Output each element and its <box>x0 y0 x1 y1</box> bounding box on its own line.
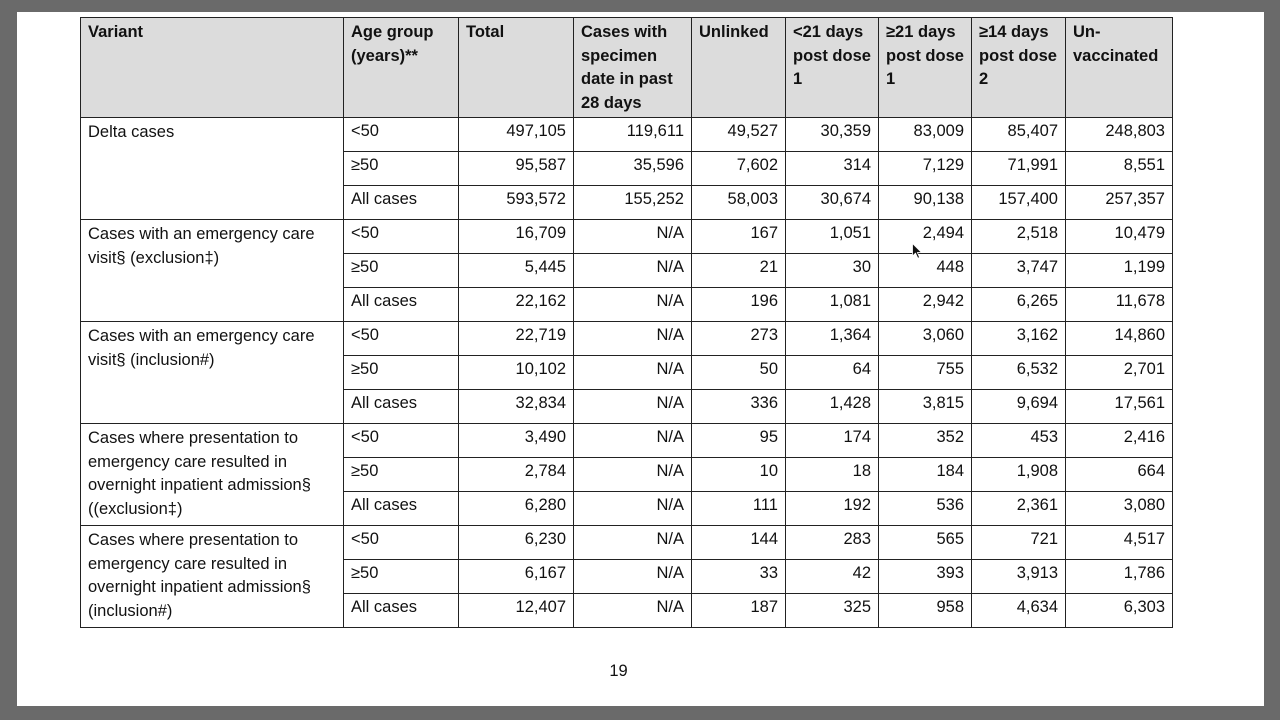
value-cell: 1,199 <box>1066 254 1173 288</box>
age-group-cell: ≥50 <box>344 152 459 186</box>
value-cell: N/A <box>574 356 692 390</box>
value-cell: 448 <box>879 254 972 288</box>
value-cell: 4,634 <box>972 594 1066 628</box>
value-cell: 3,060 <box>879 322 972 356</box>
value-cell: 6,280 <box>459 492 574 526</box>
header-age-group: Age group (years)** <box>344 18 459 118</box>
value-cell: 497,105 <box>459 118 574 152</box>
value-cell: 3,913 <box>972 560 1066 594</box>
page-number: 19 <box>609 662 628 680</box>
value-cell: 393 <box>879 560 972 594</box>
value-cell: 257,357 <box>1066 186 1173 220</box>
value-cell: N/A <box>574 424 692 458</box>
value-cell: 2,701 <box>1066 356 1173 390</box>
value-cell: 2,494 <box>879 220 972 254</box>
value-cell: 16,709 <box>459 220 574 254</box>
age-group-cell: ≥50 <box>344 560 459 594</box>
value-cell: 1,428 <box>786 390 879 424</box>
age-group-cell: All cases <box>344 594 459 628</box>
value-cell: 10,479 <box>1066 220 1173 254</box>
variant-cell: Cases with an emergency care visit§ (inclusion#) <box>81 322 344 424</box>
value-cell: 22,719 <box>459 322 574 356</box>
value-cell: 7,129 <box>879 152 972 186</box>
value-cell: 58,003 <box>692 186 786 220</box>
value-cell: 155,252 <box>574 186 692 220</box>
age-group-cell: All cases <box>344 186 459 220</box>
table-header-row <box>81 18 1173 118</box>
value-cell: 30,359 <box>786 118 879 152</box>
value-cell: 336 <box>692 390 786 424</box>
value-cell: 1,081 <box>786 288 879 322</box>
value-cell: 6,167 <box>459 560 574 594</box>
value-cell: 2,361 <box>972 492 1066 526</box>
value-cell: 17,561 <box>1066 390 1173 424</box>
table-row <box>81 220 1173 254</box>
value-cell: 2,942 <box>879 288 972 322</box>
value-cell: 95,587 <box>459 152 574 186</box>
value-cell: 6,265 <box>972 288 1066 322</box>
document-page <box>17 12 1264 706</box>
age-group-cell: ≥50 <box>344 458 459 492</box>
value-cell: 721 <box>972 526 1066 560</box>
header-unvaccinated: Un-vaccinated <box>1066 18 1173 118</box>
value-cell: 184 <box>879 458 972 492</box>
value-cell: 314 <box>786 152 879 186</box>
value-cell: 49,527 <box>692 118 786 152</box>
value-cell: 755 <box>879 356 972 390</box>
value-cell: 85,407 <box>972 118 1066 152</box>
age-group-cell: ≥50 <box>344 254 459 288</box>
value-cell: 3,162 <box>972 322 1066 356</box>
table-body <box>81 118 1173 628</box>
value-cell: N/A <box>574 390 692 424</box>
value-cell: 64 <box>786 356 879 390</box>
value-cell: 119,611 <box>574 118 692 152</box>
value-cell: 352 <box>879 424 972 458</box>
value-cell: N/A <box>574 458 692 492</box>
value-cell: 187 <box>692 594 786 628</box>
value-cell: N/A <box>574 254 692 288</box>
value-cell: 958 <box>879 594 972 628</box>
value-cell: 1,908 <box>972 458 1066 492</box>
value-cell: N/A <box>574 594 692 628</box>
variant-cell: Cases where presentation to emergency care resulted in overnight inpatient admission§ ((exclusion‡) <box>81 424 344 526</box>
value-cell: 8,551 <box>1066 152 1173 186</box>
table-row <box>81 322 1173 356</box>
value-cell: 248,803 <box>1066 118 1173 152</box>
value-cell: 593,572 <box>459 186 574 220</box>
table-row <box>81 118 1173 152</box>
value-cell: 12,407 <box>459 594 574 628</box>
value-cell: 14,860 <box>1066 322 1173 356</box>
value-cell: 192 <box>786 492 879 526</box>
age-group-cell: <50 <box>344 424 459 458</box>
header-unlinked: Unlinked <box>692 18 786 118</box>
header-ge21-days-dose1: ≥21 days post dose 1 <box>879 18 972 118</box>
value-cell: 90,138 <box>879 186 972 220</box>
value-cell: 157,400 <box>972 186 1066 220</box>
value-cell: 5,445 <box>459 254 574 288</box>
value-cell: 664 <box>1066 458 1173 492</box>
value-cell: 10,102 <box>459 356 574 390</box>
value-cell: 30,674 <box>786 186 879 220</box>
vaccination-cases-table <box>80 17 1173 628</box>
header-variant: Variant <box>81 18 344 118</box>
table-row <box>81 424 1173 458</box>
age-group-cell: <50 <box>344 526 459 560</box>
age-group-cell: <50 <box>344 322 459 356</box>
value-cell: 565 <box>879 526 972 560</box>
variant-cell: Delta cases <box>81 118 344 220</box>
header-lt21-days-dose1: <21 days post dose 1 <box>786 18 879 118</box>
value-cell: 2,518 <box>972 220 1066 254</box>
value-cell: 283 <box>786 526 879 560</box>
value-cell: 95 <box>692 424 786 458</box>
value-cell: 32,834 <box>459 390 574 424</box>
value-cell: 18 <box>786 458 879 492</box>
value-cell: 536 <box>879 492 972 526</box>
value-cell: 2,784 <box>459 458 574 492</box>
value-cell: 325 <box>786 594 879 628</box>
age-group-cell: All cases <box>344 492 459 526</box>
value-cell: 4,517 <box>1066 526 1173 560</box>
value-cell: 50 <box>692 356 786 390</box>
value-cell: 9,694 <box>972 390 1066 424</box>
value-cell: 1,051 <box>786 220 879 254</box>
value-cell: 6,532 <box>972 356 1066 390</box>
value-cell: 33 <box>692 560 786 594</box>
value-cell: 196 <box>692 288 786 322</box>
header-total: Total <box>459 18 574 118</box>
value-cell: 3,490 <box>459 424 574 458</box>
value-cell: 10 <box>692 458 786 492</box>
header-specimen-past-28-days: Cases with specimen date in past 28 days <box>574 18 692 118</box>
value-cell: 3,815 <box>879 390 972 424</box>
value-cell: 144 <box>692 526 786 560</box>
value-cell: 7,602 <box>692 152 786 186</box>
value-cell: N/A <box>574 560 692 594</box>
value-cell: N/A <box>574 288 692 322</box>
value-cell: 167 <box>692 220 786 254</box>
table-row <box>81 526 1173 560</box>
age-group-cell: ≥50 <box>344 356 459 390</box>
value-cell: 174 <box>786 424 879 458</box>
value-cell: 42 <box>786 560 879 594</box>
value-cell: 83,009 <box>879 118 972 152</box>
value-cell: 21 <box>692 254 786 288</box>
value-cell: N/A <box>574 526 692 560</box>
value-cell: 6,230 <box>459 526 574 560</box>
value-cell: 6,303 <box>1066 594 1173 628</box>
value-cell: 111 <box>692 492 786 526</box>
age-group-cell: <50 <box>344 220 459 254</box>
age-group-cell: <50 <box>344 118 459 152</box>
value-cell: 3,747 <box>972 254 1066 288</box>
header-ge14-days-dose2: ≥14 days post dose 2 <box>972 18 1066 118</box>
value-cell: 35,596 <box>574 152 692 186</box>
mouse-cursor-icon <box>912 243 922 259</box>
value-cell: 22,162 <box>459 288 574 322</box>
value-cell: N/A <box>574 220 692 254</box>
value-cell: 3,080 <box>1066 492 1173 526</box>
value-cell: 2,416 <box>1066 424 1173 458</box>
value-cell: 453 <box>972 424 1066 458</box>
age-group-cell: All cases <box>344 390 459 424</box>
variant-cell: Cases where presentation to emergency care resulted in overnight inpatient admission§ (inclusion#) <box>81 526 344 628</box>
value-cell: 71,991 <box>972 152 1066 186</box>
value-cell: 1,786 <box>1066 560 1173 594</box>
value-cell: N/A <box>574 322 692 356</box>
age-group-cell: All cases <box>344 288 459 322</box>
value-cell: N/A <box>574 492 692 526</box>
variant-cell: Cases with an emergency care visit§ (exclusion‡) <box>81 220 344 322</box>
value-cell: 273 <box>692 322 786 356</box>
value-cell: 11,678 <box>1066 288 1173 322</box>
value-cell: 30 <box>786 254 879 288</box>
value-cell: 1,364 <box>786 322 879 356</box>
